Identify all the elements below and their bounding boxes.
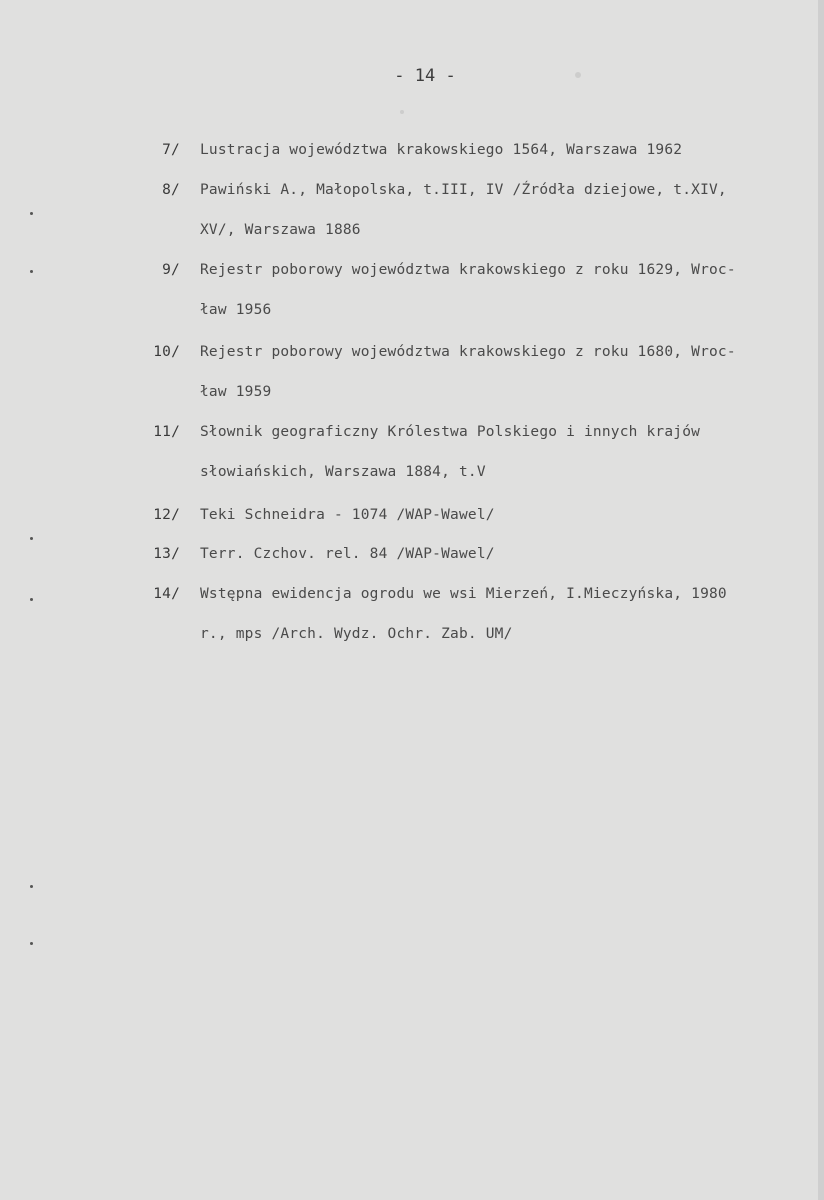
entry-number: 11/ (153, 424, 180, 440)
entry-number: 7/ (162, 142, 180, 158)
entry-text-line: Terr. Czchov. rel. 84 /WAP-Wawel/ (200, 546, 495, 562)
entry-text-line: Pawiński A., Małopolska, t.III, IV /Źródła dziejowe, t.XIV, (200, 182, 727, 198)
entry-text-line: Rejestr poborowy województwa krakowskiego z roku 1629, Wroc- (200, 262, 736, 278)
entry-text-line: Lustracja województwa krakowskiego 1564, Warszawa 1962 (200, 142, 683, 158)
entry-text-line: XV/, Warszawa 1886 (200, 222, 361, 238)
entry-number: 14/ (153, 586, 180, 602)
entry-text-line: Teki Schneidra - 1074 /WAP-Wawel/ (200, 507, 495, 523)
entry-number: 13/ (153, 546, 180, 562)
margin-dot (30, 537, 33, 540)
entry-text-line: słowiańskich, Warszawa 1884, t.V (200, 464, 486, 480)
entry-number: 12/ (153, 507, 180, 523)
margin-dot (30, 885, 33, 888)
entry-text-line: Słownik geograficzny Królestwa Polskiego i innych krajów (200, 424, 701, 440)
entry-text-line: ław 1959 (200, 384, 272, 400)
entry-number: 9/ (162, 262, 180, 278)
margin-dot (30, 270, 33, 273)
scan-speck (575, 72, 581, 78)
entry-text-line: Wstępna ewidencja ogrodu we wsi Mierzeń, I.Mieczyńska, 1980 (200, 586, 727, 602)
margin-dot (30, 212, 33, 215)
page-number: - 14 - (394, 66, 456, 86)
entry-text-line: ław 1956 (200, 302, 272, 318)
entry-number: 8/ (162, 182, 180, 198)
entry-text-line: Rejestr poborowy województwa krakowskiego z roku 1680, Wroc- (200, 344, 736, 360)
margin-dot (30, 942, 33, 945)
entry-text-line: r., mps /Arch. Wydz. Ochr. Zab. UM/ (200, 626, 513, 642)
margin-dot (30, 598, 33, 601)
entry-number: 10/ (153, 344, 180, 360)
scan-speck (400, 110, 404, 114)
